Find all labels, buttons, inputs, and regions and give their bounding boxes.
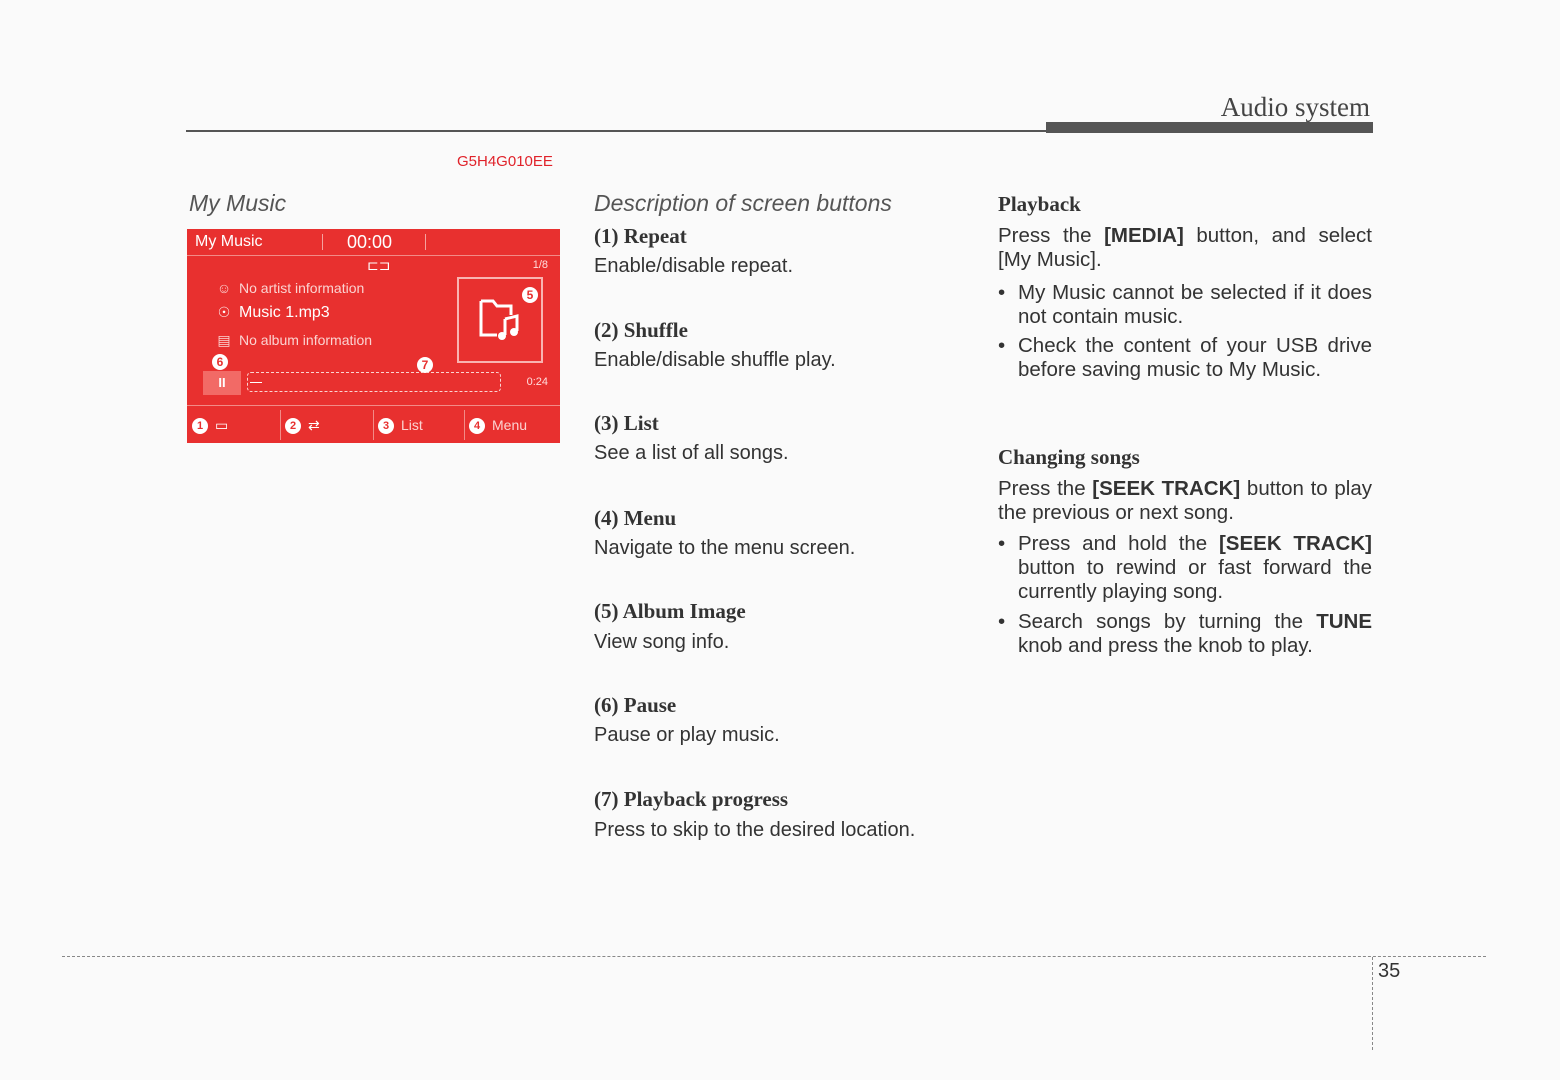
callout-badge-5: 5 <box>522 287 538 303</box>
top-divider <box>425 234 426 250</box>
person-icon: ☺ <box>216 280 232 296</box>
desc-item-title: (4) Menu <box>594 506 677 530</box>
bullet: • <box>998 610 1006 633</box>
footer-vertical-rule <box>1372 957 1373 1050</box>
desc-item-title: (6) Pause <box>594 693 677 717</box>
section-title: My Music <box>189 190 287 216</box>
header-title: Audio system <box>1220 92 1370 122</box>
playback-bullet: • Check the content of your USB drive before saving music to My Music. <box>998 334 1372 381</box>
changing-paragraph: Press the [SEEK TRACK] button to play the previous or next song. <box>998 477 1372 524</box>
song-text: Music 1.mp3 <box>239 304 330 321</box>
desc-item-title: (5) Album Image <box>594 599 746 623</box>
desc-item-title: (1) Repeat <box>594 224 687 248</box>
repeat-icon: ⊏⊐ <box>367 257 391 273</box>
repeat-icon: ▭ <box>215 417 229 433</box>
changing-songs-heading: Changing songs <box>998 445 1140 469</box>
bottom-divider <box>373 410 374 440</box>
album-icon: ▤ <box>217 332 231 348</box>
menu-button[interactable] <box>469 406 527 443</box>
playback-heading: Playback <box>998 192 1081 216</box>
playback-paragraph: Press the [MEDIA] button, and select [My Music]. <box>998 224 1372 271</box>
desc-item-text: View song info. <box>594 631 730 653</box>
playback-bullet: • My Music cannot be selected if it does not contain music. <box>998 281 1372 328</box>
screen-top-bar <box>187 229 560 256</box>
shuffle-icon: ⇄ <box>308 417 320 433</box>
desc-item-text: Navigate to the menu screen. <box>594 537 856 559</box>
bullet: • <box>998 334 1006 357</box>
descriptions-heading: Description of screen buttons <box>594 190 892 216</box>
progress-fill <box>250 382 262 383</box>
bullet: • <box>998 532 1006 555</box>
header-bar <box>1046 122 1373 133</box>
screen-title: My Music <box>195 233 263 250</box>
track-count: 1/8 <box>532 259 548 271</box>
album-text: No album information <box>239 332 373 348</box>
desc-item-text: Enable/disable shuffle play. <box>594 349 836 371</box>
desc-item-title: (3) List <box>594 411 659 435</box>
button-number: 1 <box>192 418 208 434</box>
desc-item-text: Press to skip to the desired location. <box>594 819 916 841</box>
artist-text: No artist information <box>239 280 365 296</box>
callout-badge-7: 7 <box>417 357 433 373</box>
music-disc-icon: ☉ <box>217 304 231 320</box>
desc-item-text: Pause or play music. <box>594 724 780 746</box>
album-row <box>215 332 372 349</box>
page-number: 35 <box>1378 960 1401 982</box>
footer-rule <box>62 956 1486 957</box>
button-number: 3 <box>378 418 394 434</box>
list-button[interactable] <box>378 406 423 443</box>
desc-item-title: (7) Playback progress <box>594 787 789 811</box>
button-number: 4 <box>469 418 485 434</box>
bottom-divider <box>464 410 465 440</box>
menu-label: Menu <box>492 417 528 433</box>
screen-bottom-bar <box>187 405 560 443</box>
song-row <box>215 304 330 322</box>
desc-item-title: (2) Shuffle <box>594 318 688 342</box>
shuffle-button[interactable] <box>285 406 320 443</box>
changing-bullet: • Press and hold the [SEEK TRACK] button to rewind or fast forward the currently playing song. <box>998 532 1372 603</box>
button-number: 2 <box>285 418 301 434</box>
callout-badge-6: 6 <box>212 354 228 370</box>
pause-button[interactable]: II <box>203 371 241 395</box>
list-label: List <box>401 417 423 433</box>
desc-item-text: Enable/disable repeat. <box>594 255 794 277</box>
repeat-button[interactable] <box>192 406 228 443</box>
figure-code: G5H4G010EE <box>457 153 553 170</box>
bottom-divider <box>280 410 281 440</box>
bullet: • <box>998 281 1006 304</box>
elapsed-time: 0:24 <box>526 376 548 388</box>
changing-bullet: • Search songs by turning the TUNE knob and press the knob to play. <box>998 610 1372 657</box>
music-folder-icon <box>477 295 521 343</box>
desc-item-text: See a list of all songs. <box>594 442 789 464</box>
my-music-screen <box>187 229 560 443</box>
screen-time: 00:00 <box>347 232 393 252</box>
artist-row <box>215 280 364 296</box>
top-divider <box>322 234 323 250</box>
playback-progress-bar[interactable] <box>247 372 501 392</box>
